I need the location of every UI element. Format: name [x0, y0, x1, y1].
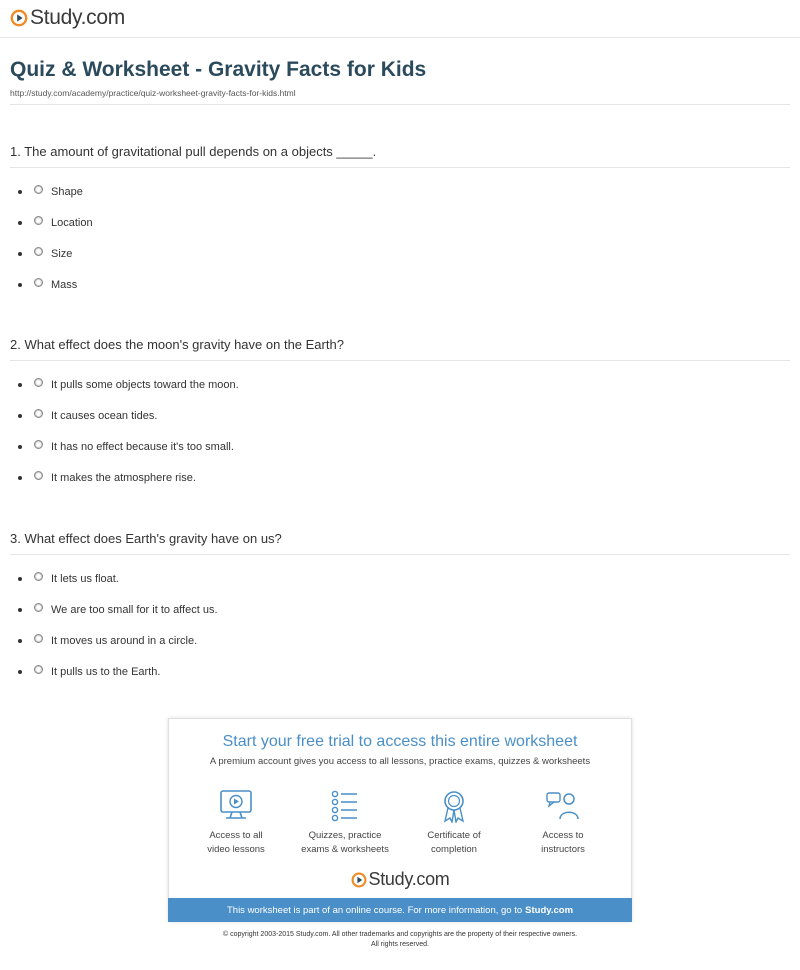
choice-label: We are too small for it to affect us. — [51, 604, 218, 616]
copyright — [0, 930, 800, 950]
question-3 — [10, 531, 790, 555]
radio-button[interactable] — [34, 247, 43, 256]
choice-label: It lets us float. — [51, 573, 119, 585]
feature-certificate — [399, 789, 509, 857]
bullet — [18, 476, 22, 480]
radio-button[interactable] — [34, 409, 43, 418]
radio-button[interactable] — [34, 471, 43, 480]
choice-label: Location — [51, 217, 93, 229]
study-logo-icon — [351, 872, 367, 888]
feature-label: Quizzes, practice exams & worksheets — [301, 830, 389, 855]
bullet — [18, 445, 22, 449]
answer-choice[interactable] — [18, 573, 119, 585]
feature-label: Access to all video lessons — [207, 830, 265, 855]
bullet — [18, 608, 22, 612]
choice-label: Size — [51, 248, 73, 260]
logo-text: Study.com — [368, 869, 450, 889]
question-text: 1. The amount of gravitational pull depends on a objects _____. — [10, 144, 790, 168]
answer-choice[interactable] — [18, 635, 197, 647]
bullet — [18, 639, 22, 643]
header-divider — [0, 37, 800, 38]
title-divider — [10, 104, 790, 105]
answer-choice[interactable] — [18, 410, 157, 422]
question-text: 2. What effect does the moon's gravity have on the Earth? — [10, 337, 790, 361]
logo-text: Study.com — [30, 6, 125, 29]
video-lesson-icon — [218, 789, 254, 823]
feature-label: Access to instructors — [541, 830, 585, 855]
radio-button[interactable] — [34, 278, 43, 287]
bullet — [18, 283, 22, 287]
choice-label: It pulls some objects toward the moon. — [51, 379, 239, 391]
bullet — [18, 577, 22, 581]
copyright-line: © copyright 2003-2015 Study.com. All other trademarks and copyrights are the property of their respective owners. — [222, 931, 578, 938]
bullet — [18, 252, 22, 256]
bullet — [18, 190, 22, 194]
answer-choice[interactable] — [18, 279, 77, 291]
promo-study-logo[interactable] — [169, 869, 631, 890]
bullet — [18, 670, 22, 674]
answer-choice[interactable] — [18, 604, 218, 616]
feature-label: Certificate of completion — [427, 830, 481, 855]
choice-label: Shape — [51, 186, 83, 198]
answer-choice[interactable] — [18, 217, 93, 229]
study-logo[interactable] — [10, 6, 125, 30]
radio-button[interactable] — [34, 216, 43, 225]
page-url: http://study.com/academy/practice/quiz-worksheet-gravity-facts-for-kids.html — [10, 88, 296, 98]
radio-button[interactable] — [34, 185, 43, 194]
study-logo-icon — [10, 9, 28, 27]
radio-button[interactable] — [34, 634, 43, 643]
feature-instructors — [508, 789, 618, 857]
answer-choice[interactable] — [18, 248, 72, 260]
promo-footer-text: This worksheet is part of an online course. For more information, go to — [226, 904, 523, 916]
promo-subtitle: A premium account gives you access to all lessons, practice exams, quizzes & worksheets — [209, 756, 591, 767]
question-2 — [10, 337, 790, 361]
feature-video-lessons — [181, 789, 291, 857]
promo-footer-link[interactable]: Study.com — [525, 904, 574, 916]
answer-choice[interactable] — [18, 186, 83, 198]
question-text: 3. What effect does Earth's gravity have on us? — [10, 531, 790, 555]
radio-button[interactable] — [34, 603, 43, 612]
radio-button[interactable] — [34, 665, 43, 674]
copyright-line: All rights reserved. — [371, 941, 429, 948]
answer-choice[interactable] — [18, 666, 160, 678]
free-trial-promo[interactable] — [168, 718, 632, 922]
bullet — [18, 221, 22, 225]
radio-button[interactable] — [34, 440, 43, 449]
radio-button[interactable] — [34, 378, 43, 387]
answer-choice[interactable] — [18, 379, 239, 391]
bullet — [18, 383, 22, 387]
choice-label: Mass — [51, 279, 78, 291]
certificate-icon — [436, 789, 472, 823]
answer-choice[interactable] — [18, 472, 196, 484]
page-title: Quiz & Worksheet - Gravity Facts for Kids — [10, 58, 427, 81]
promo-footer-bar — [168, 898, 632, 922]
promo-title[interactable]: Start your free trial to access this entire worksheet — [222, 733, 578, 750]
bullet — [18, 414, 22, 418]
choice-label: It has no effect because it's too small. — [51, 441, 234, 453]
quiz-list-icon — [327, 789, 363, 823]
answer-choice[interactable] — [18, 441, 234, 453]
choice-label: It pulls us to the Earth. — [51, 666, 161, 678]
choice-label: It makes the atmosphere rise. — [51, 472, 196, 484]
instructor-icon — [545, 789, 581, 823]
choice-label: It causes ocean tides. — [51, 410, 158, 422]
feature-quizzes — [290, 789, 400, 857]
question-1 — [10, 144, 790, 168]
radio-button[interactable] — [34, 572, 43, 581]
choice-label: It moves us around in a circle. — [51, 635, 198, 647]
